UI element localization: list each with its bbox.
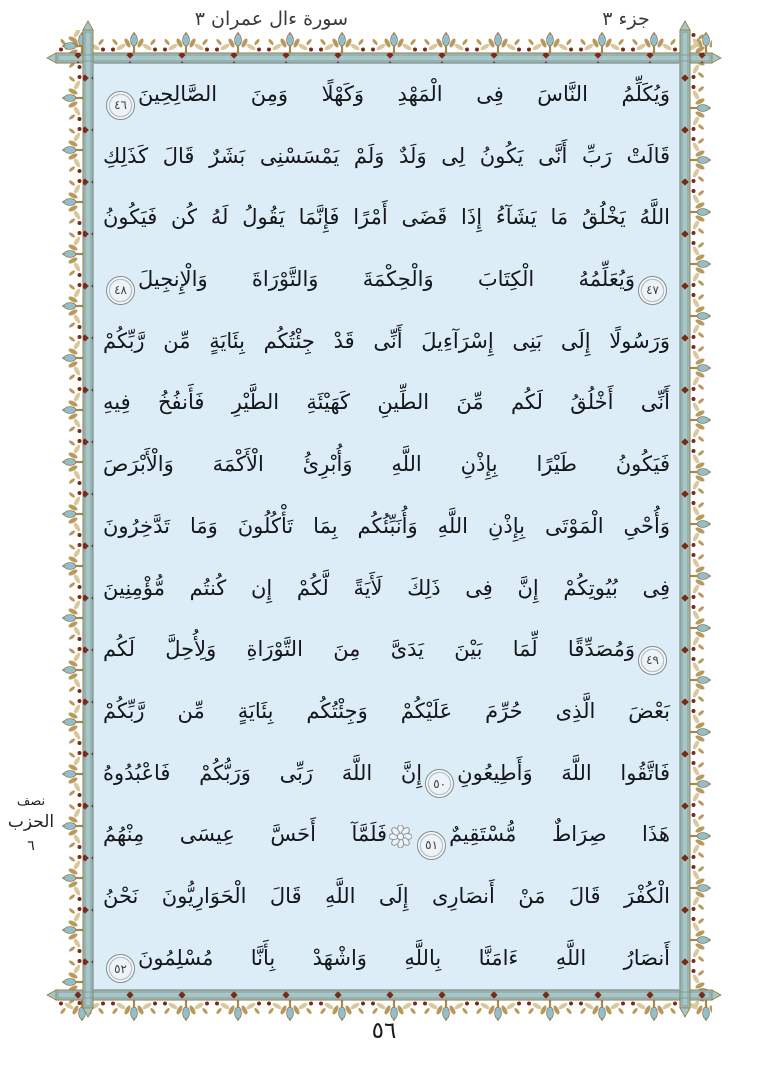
hizb-note-word-nisf: نصف	[16, 794, 46, 809]
verse-end-marker: ٥١	[417, 831, 446, 860]
verse-text: بَعْضَ الَّذِى حُرِّمَ عَلَيْكُمْ وَجِئْتُكُم بِئَايَةٍ مِّن رَّبِّكُمْ	[103, 698, 670, 723]
verse-text: فَاتَّقُوا اللَّهَ وَأَطِيعُونِ	[457, 760, 671, 785]
mushaf-text-panel	[93, 63, 680, 990]
verse-text: وَأُحْىِ الْمَوْتَى بِإِذْنِ اللَّهِ وَأُنَبِّئُكُم بِمَا تَأْكُلُونَ وَمَا تَدَّخِرُونَ	[103, 513, 670, 538]
verse-text: هَذَا صِرَاطٌ مُّسْتَقِيمٌ	[449, 822, 670, 847]
verse-end-marker: ٥٢	[106, 954, 135, 983]
quran-line	[103, 249, 670, 311]
quran-line	[103, 619, 670, 681]
verse-text: اللَّهُ يَخْلُقُ مَا يَشَآءُ إِذَا قَضَى أَمْرًا فَإِنَّمَا يَقُولُ لَهُ كُن فَيَكُونُ	[103, 205, 670, 230]
surah-title: سورة ءال عمران ٣	[194, 8, 348, 30]
verse-text: وَيُعَلِّمُهُ الْكِتَابَ وَالْحِكْمَةَ وَالتَّوْرَاةَ وَالْإِنجِيلَ	[138, 267, 635, 292]
verse-text: الْكُفْرَ قَالَ مَنْ أَنصَارِى إِلَى اللَّهِ قَالَ الْحَوَارِيُّونَ نَحْنُ	[103, 883, 670, 908]
quran-line	[103, 928, 670, 990]
verse-text: وَمُصَدِّقًا لِّمَا بَيْنَ يَدَىَّ مِنَ التَّوْرَاةِ وَلِأُحِلَّ لَكُم	[103, 637, 635, 662]
quran-line	[103, 126, 670, 188]
quran-line	[103, 743, 670, 805]
verse-text: أَنصَارُ اللَّهِ ءَامَنَّا بِاللَّهِ وَاشْهَدْ بِأَنَّا مُسْلِمُونَ	[138, 945, 670, 970]
hizb-margin-note	[4, 793, 58, 857]
verse-text: وَيُكَلِّمُ النَّاسَ فِى الْمَهْدِ وَكَهْلًا وَمِنَ الصَّالِحِينَ	[138, 82, 670, 106]
quran-line	[103, 311, 670, 373]
quran-line	[103, 496, 670, 558]
quran-line	[103, 866, 670, 928]
quran-line	[103, 187, 670, 249]
verse-text: وَرَسُولًا إِلَى بَنِى إِسْرَآءِيلَ أَنِّى قَدْ جِئْتُكُم بِئَايَةٍ مِّن رَّبِّكُمْ	[103, 328, 670, 353]
verse-end-marker: ٤٦	[106, 91, 135, 120]
verse-end-marker: ٥٠	[425, 769, 454, 798]
rub-el-hizb-icon	[389, 811, 412, 873]
quran-line	[103, 681, 670, 743]
verse-text: فِى بُيُوتِكُمْ إِنَّ فِى ذَلِكَ لَأَيَةً لَّكُمْ إِن كُنتُم مُّؤْمِنِينَ	[103, 575, 670, 600]
quran-lines	[94, 64, 679, 989]
hizb-note-number: ٦	[27, 837, 35, 854]
verse-text: إِنَّ اللَّهَ رَبِّى وَرَبُّكُمْ فَاعْبُدُوهُ	[103, 760, 423, 785]
quran-line	[103, 558, 670, 620]
page-number: ٥٦	[371, 1018, 397, 1044]
hizb-note-word-hizb: الحزب	[7, 812, 55, 833]
verse-end-marker: ٤٧	[638, 276, 667, 305]
verse-text: قَالَتْ رَبِّ أَنَّى يَكُونُ لِى وَلَدٌ وَلَمْ يَمْسَسْنِى بَشَرٌ قَالَ كَذَلِكِ	[103, 143, 670, 168]
verse-text: فَيَكُونُ طَيْرًا بِإِذْنِ اللَّهِ وَأُبْرِئُ الْأَكْمَهَ وَالْأَبْرَصَ	[103, 452, 670, 477]
verse-text: أَنِّى أَخْلُقُ لَكُم مِّنَ الطِّينِ كَهَيْئَةِ الطَّيْرِ فَأَنفُخُ فِيهِ	[103, 390, 670, 415]
quran-line	[103, 372, 670, 434]
verse-text: فَلَمَّآ أَحَسَّ عِيسَى مِنْهُمُ	[103, 822, 388, 847]
juz-label: جزء ٣	[602, 8, 650, 30]
quran-line	[103, 434, 670, 496]
verse-end-marker: ٤٨	[106, 276, 135, 305]
quran-line	[103, 64, 670, 126]
verse-end-marker: ٤٩	[638, 646, 667, 675]
quran-line	[103, 804, 670, 866]
